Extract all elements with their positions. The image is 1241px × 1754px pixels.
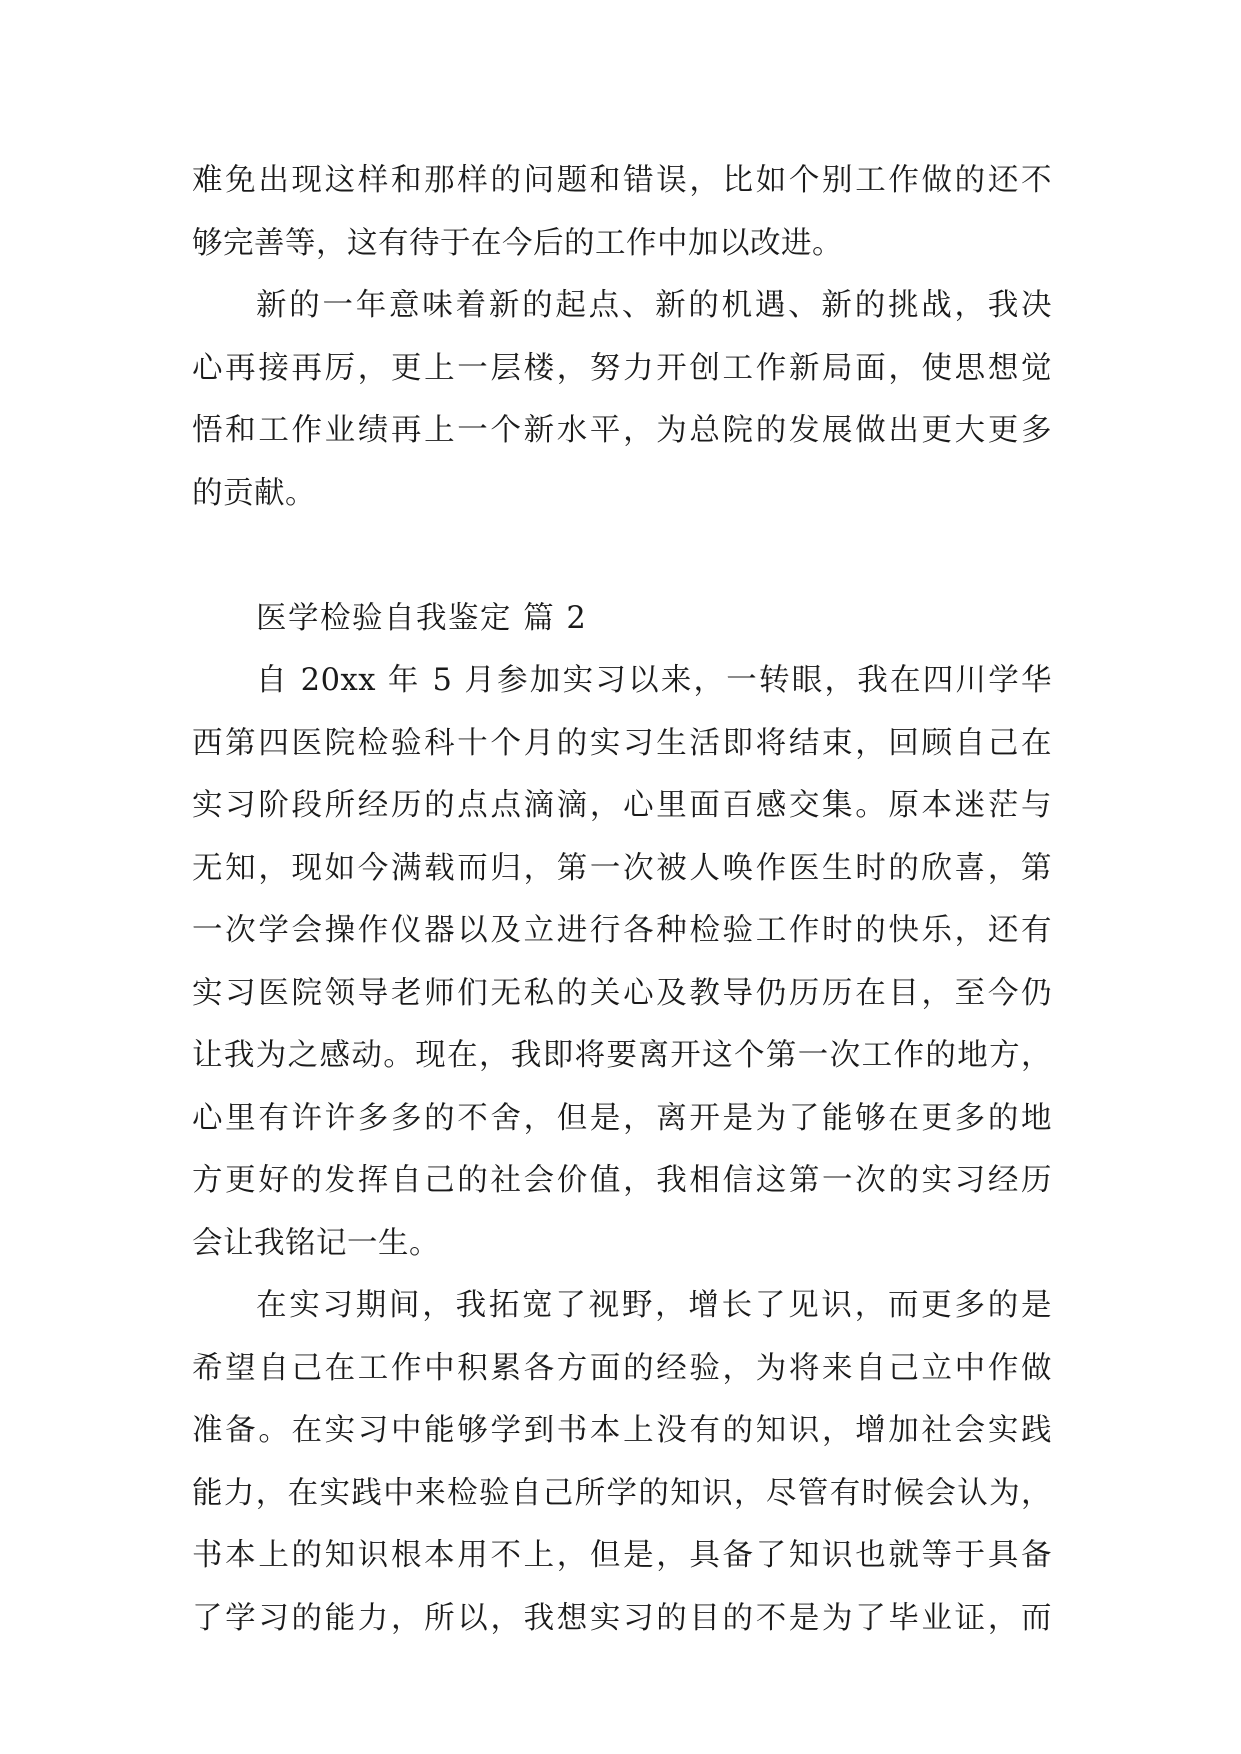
text-line: 心里有许许多多的不舍，但是，离开是为了能够在更多的地 bbox=[192, 1100, 1052, 1136]
text-line: 实习医院领导老师们无私的关心及教导仍历历在目，至今仍 bbox=[192, 975, 1052, 1011]
text-line: 悟和工作业绩再上一个新水平，为总院的发展做出更大更多 bbox=[192, 413, 1052, 448]
paragraph-continuation bbox=[192, 150, 1052, 275]
paragraph-new-year bbox=[192, 275, 1052, 525]
text-line: 自 20xx 年 5 月参加实习以来，一转眼，我在四川学华 bbox=[256, 663, 1052, 698]
text-line: 难免出现这样和那样的问题和错误，比如个别工作做的还不 bbox=[192, 163, 1052, 198]
text-line: 够完善等，这有待于在今后的工作中加以改进。 bbox=[192, 225, 843, 261]
text-line: 让我为之感动。现在，我即将要离开这个第一次工作的地方， bbox=[192, 1038, 1052, 1073]
text-line: 方更好的发挥自己的社会价值，我相信这第一次的实习经历 bbox=[192, 1163, 1052, 1198]
text-line: 的贡献。 bbox=[192, 475, 316, 511]
text-line: 书本上的知识根本用不上，但是，具备了知识也就等于具备 bbox=[192, 1538, 1052, 1573]
paragraph-internship bbox=[192, 650, 1052, 1275]
text-line: 西第四医院检验科十个月的实习生活即将结束，回顾自己在 bbox=[192, 725, 1052, 761]
text-line: 一次学会操作仪器以及立进行各种检验工作时的快乐，还有 bbox=[192, 913, 1052, 948]
document-body bbox=[192, 150, 1052, 1650]
text-line: 心再接再厉，更上一层楼，努力开创工作新局面，使思想觉 bbox=[192, 350, 1052, 386]
paragraph-vision bbox=[192, 1275, 1052, 1650]
text-line: 实习阶段所经历的点点滴滴，心里面百感交集。原本迷茫与 bbox=[192, 788, 1052, 823]
text-line: 新的一年意味着新的起点、新的机遇、新的挑战，我决 bbox=[256, 288, 1052, 323]
text-line: 能力，在实践中来检验自己所学的知识，尽管有时候会认为， bbox=[192, 1475, 1052, 1511]
paragraph-spacer bbox=[192, 525, 1052, 588]
text-line: 在实习期间，我拓宽了视野，增长了见识，而更多的是 bbox=[256, 1288, 1052, 1323]
text-line: 会让我铭记一生。 bbox=[192, 1225, 440, 1261]
text-line: 准备。在实习中能够学到书本上没有的知识，增加社会实践 bbox=[192, 1413, 1052, 1448]
section-heading: 医学检验自我鉴定 篇 2 bbox=[256, 600, 588, 636]
text-line: 希望自己在工作中积累各方面的经验，为将来自己立中作做 bbox=[192, 1350, 1052, 1386]
text-line: 无知，现如今满载而归，第一次被人唤作医生时的欣喜，第 bbox=[192, 850, 1052, 886]
text-line: 了学习的能力，所以，我想实习的目的不是为了毕业证，而 bbox=[192, 1600, 1052, 1636]
